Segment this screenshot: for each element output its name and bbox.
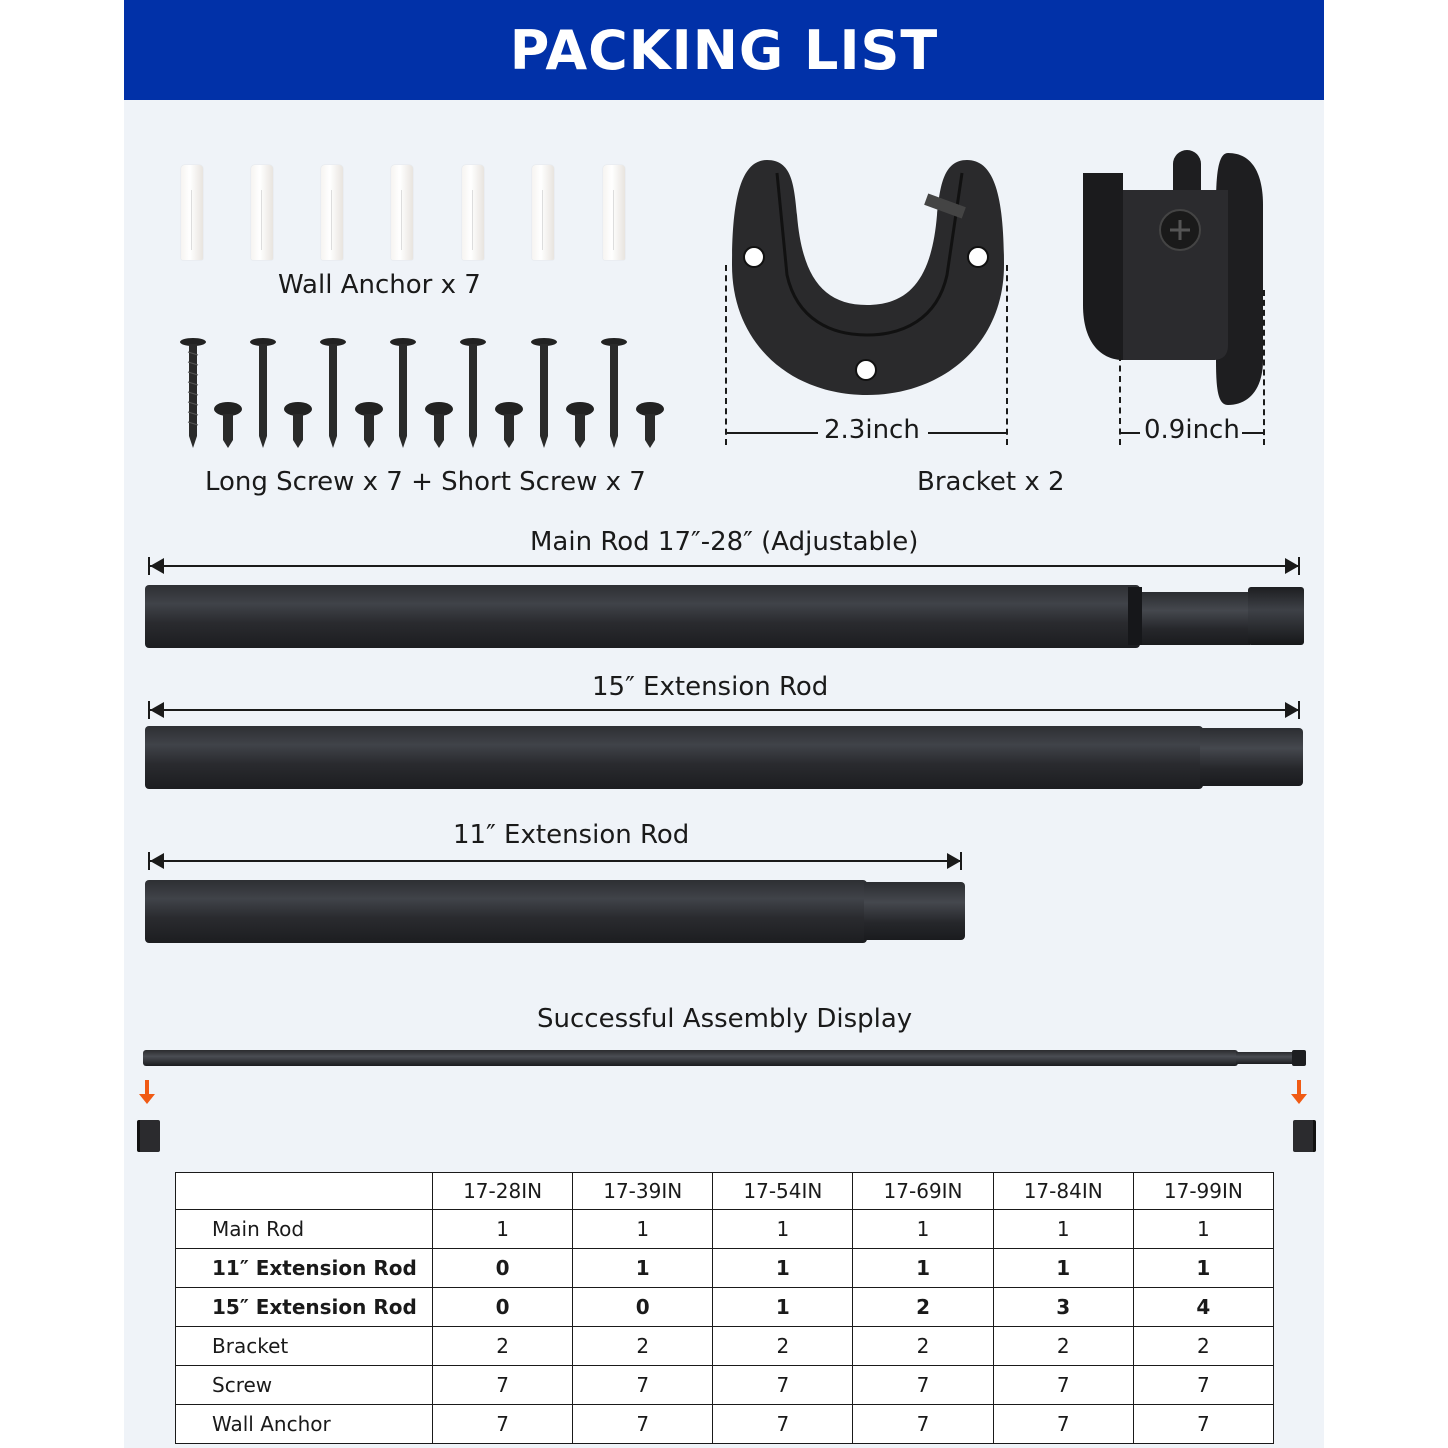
- long-screw-icon: [390, 338, 416, 448]
- table-cell: 7: [433, 1366, 573, 1405]
- table-row: [176, 1405, 1274, 1444]
- table-cell: 7: [713, 1405, 853, 1444]
- table-cell: 7: [993, 1405, 1133, 1444]
- long-screw-icon: [601, 338, 627, 448]
- bracket-depth-label: 0.9inch: [1144, 415, 1240, 445]
- table-cell: 0: [433, 1288, 573, 1327]
- table-cell: 1: [993, 1249, 1133, 1288]
- long-screw-icon: [460, 338, 486, 448]
- dimension-line: [928, 432, 1006, 434]
- short-screw-icon: [425, 402, 453, 448]
- dimension-guide: [1006, 265, 1008, 445]
- wall-anchor-icon: [251, 165, 273, 260]
- ext15-rod-image: [145, 726, 1203, 789]
- wall-anchor-icon: [321, 165, 343, 260]
- main-rod-end-cap: [1248, 587, 1304, 645]
- wall-anchor-icon: [532, 165, 554, 260]
- wall-anchor-label: Wall Anchor x 7: [278, 270, 481, 300]
- dimension-line: [1242, 432, 1263, 434]
- bracket-width-label: 2.3inch: [824, 415, 920, 445]
- table-header-cell: 17-99IN: [1133, 1173, 1273, 1210]
- table-header-cell: [176, 1173, 433, 1210]
- wall-anchor-icon: [391, 165, 413, 260]
- dimension-tick: [1298, 557, 1300, 575]
- wall-anchor-icon: [603, 165, 625, 260]
- table-cell: 1: [853, 1210, 993, 1249]
- arrow-right-icon: [1285, 702, 1299, 718]
- short-screw-icon: [495, 402, 523, 448]
- wall-anchor-icon: [181, 165, 203, 260]
- row-label: Screw: [176, 1366, 433, 1405]
- table-cell: 2: [573, 1327, 713, 1366]
- ext11-rod-sleeve: [864, 882, 965, 940]
- table-cell: 1: [713, 1288, 853, 1327]
- table-header-cell: 17-28IN: [433, 1173, 573, 1210]
- table-cell: 7: [853, 1366, 993, 1405]
- dimension-tick: [960, 852, 962, 870]
- table-cell: 4: [1133, 1288, 1273, 1327]
- dimension-line: [726, 432, 818, 434]
- table-cell: 2: [853, 1327, 993, 1366]
- right-bracket-icon: [1293, 1120, 1316, 1152]
- row-label: 15″ Extension Rod: [176, 1288, 433, 1327]
- table-cell: 2: [1133, 1327, 1273, 1366]
- table-header-cell: 17-39IN: [573, 1173, 713, 1210]
- table-cell: 7: [713, 1366, 853, 1405]
- row-label: Wall Anchor: [176, 1405, 433, 1444]
- table-row: [176, 1327, 1274, 1366]
- table-row: [176, 1288, 1274, 1327]
- table-cell: 1: [853, 1249, 993, 1288]
- table-row: [176, 1210, 1274, 1249]
- long-screw-icon: [531, 338, 557, 448]
- table-cell: 1: [1133, 1210, 1273, 1249]
- table-cell: 0: [573, 1288, 713, 1327]
- bracket-side-icon: [1078, 145, 1268, 410]
- ext15-rod-label: 15″ Extension Rod: [592, 672, 829, 702]
- assembled-rod-cap: [1292, 1050, 1306, 1066]
- table-header-cell: 17-54IN: [713, 1173, 853, 1210]
- table-cell: 2: [713, 1327, 853, 1366]
- table-cell: 1: [993, 1210, 1133, 1249]
- table-cell: 3: [993, 1288, 1133, 1327]
- table-cell: 7: [1133, 1405, 1273, 1444]
- dimension-line: [1120, 432, 1140, 434]
- table-row: [176, 1249, 1274, 1288]
- table-cell: 1: [573, 1249, 713, 1288]
- table-cell: 7: [853, 1405, 993, 1444]
- screws-label: Long Screw x 7 + Short Screw x 7: [205, 467, 646, 497]
- table-cell: 7: [573, 1405, 713, 1444]
- main-rod-label: Main Rod 17″-28″ (Adjustable): [530, 527, 919, 557]
- left-bracket-icon: [137, 1120, 160, 1152]
- table-cell: 7: [993, 1366, 1133, 1405]
- short-screw-icon: [355, 402, 383, 448]
- dimension-guide: [1263, 290, 1265, 445]
- row-label: Bracket: [176, 1327, 433, 1366]
- dimension-guide: [725, 265, 727, 445]
- table-row: [176, 1366, 1274, 1405]
- table-header-row: [176, 1173, 1274, 1210]
- long-screw-icon: [180, 338, 206, 448]
- table-cell: 1: [573, 1210, 713, 1249]
- row-label: Main Rod: [176, 1210, 433, 1249]
- arrow-right-icon: [947, 853, 961, 869]
- main-rod-inner-tube: [1142, 592, 1250, 645]
- long-screw-icon: [250, 338, 276, 448]
- dimension-line: [150, 860, 961, 862]
- assembly-title: Successful Assembly Display: [537, 1004, 913, 1034]
- table-cell: 2: [993, 1327, 1133, 1366]
- packing-table: [175, 1172, 1274, 1444]
- short-screw-icon: [636, 402, 664, 448]
- header-banner: [124, 0, 1324, 100]
- table-cell: 7: [573, 1366, 713, 1405]
- bracket-front-icon: [722, 155, 1012, 400]
- arrow-right-icon: [1285, 558, 1299, 574]
- dimension-tick: [1298, 701, 1300, 719]
- long-screw-icon: [320, 338, 346, 448]
- page-title: PACKING LIST: [509, 18, 939, 82]
- main-rod-collar: [1128, 587, 1142, 645]
- row-label: 11″ Extension Rod: [176, 1249, 433, 1288]
- ext11-rod-label: 11″ Extension Rod: [453, 820, 690, 850]
- ext11-rod-image: [145, 880, 867, 943]
- table-cell: 1: [433, 1210, 573, 1249]
- table-header-cell: 17-84IN: [993, 1173, 1133, 1210]
- table-header-cell: 17-69IN: [853, 1173, 993, 1210]
- wall-anchor-icon: [462, 165, 484, 260]
- table-cell: 7: [433, 1405, 573, 1444]
- table-cell: 0: [433, 1249, 573, 1288]
- short-screw-icon: [284, 402, 312, 448]
- down-arrow-icon: [1297, 1080, 1301, 1096]
- table-cell: 2: [433, 1327, 573, 1366]
- table-cell: 2: [853, 1288, 993, 1327]
- main-rod-image: [145, 585, 1140, 648]
- short-screw-icon: [566, 402, 594, 448]
- dimension-line: [150, 565, 1298, 567]
- table-cell: 1: [1133, 1249, 1273, 1288]
- bracket-count-label: Bracket x 2: [917, 467, 1065, 497]
- short-screw-icon: [214, 402, 242, 448]
- dimension-line: [150, 709, 1298, 711]
- table-cell: 1: [713, 1210, 853, 1249]
- ext15-rod-sleeve: [1200, 728, 1303, 786]
- down-arrow-icon: [145, 1080, 149, 1096]
- assembled-rod-image: [143, 1050, 1238, 1066]
- table-cell: 7: [1133, 1366, 1273, 1405]
- table-cell: 1: [713, 1249, 853, 1288]
- assembled-rod-inner: [1236, 1052, 1294, 1064]
